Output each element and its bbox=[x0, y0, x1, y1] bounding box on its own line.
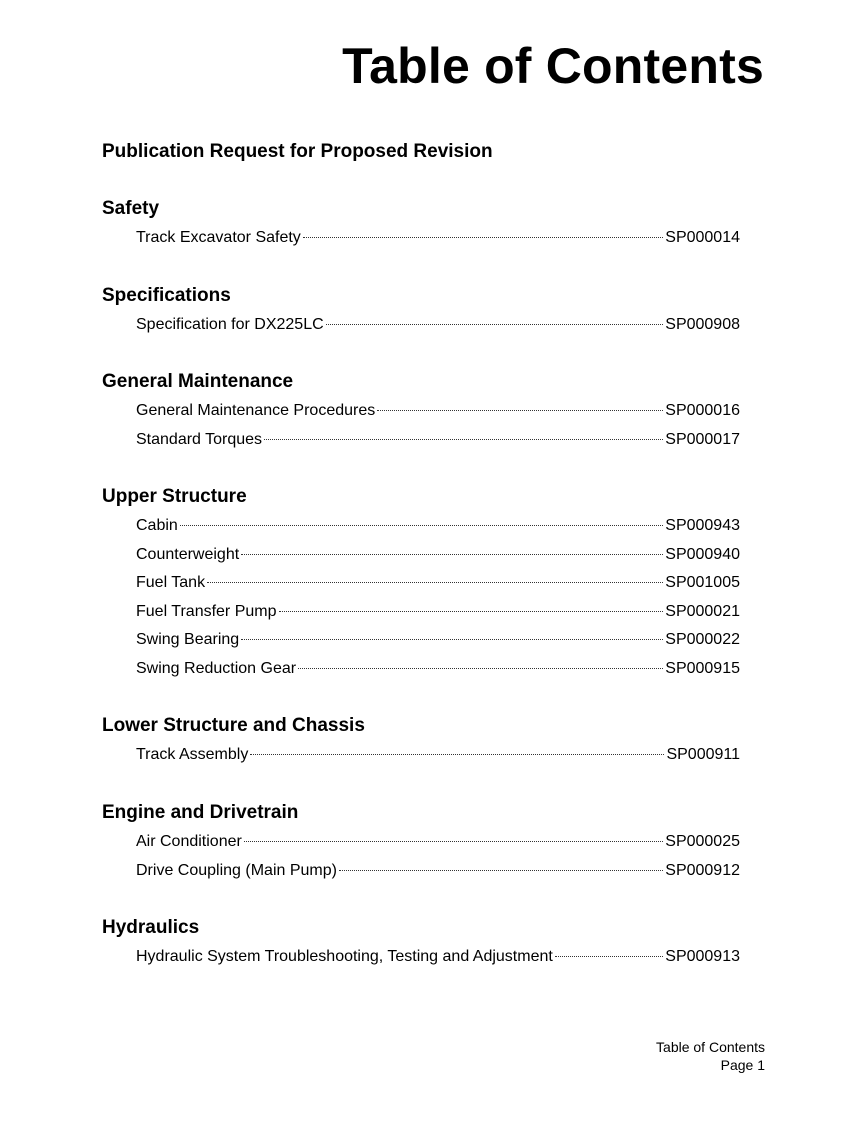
entry-title: Fuel Transfer Pump bbox=[136, 602, 277, 620]
dot-leader bbox=[339, 869, 663, 871]
toc-entry[interactable] bbox=[136, 569, 740, 598]
dot-leader bbox=[244, 840, 663, 842]
entry-code: SP000915 bbox=[665, 659, 740, 677]
toc-entry[interactable] bbox=[136, 943, 740, 972]
entry-code: SP000021 bbox=[665, 602, 740, 620]
entry-list bbox=[102, 512, 742, 683]
section-heading[interactable]: General Maintenance bbox=[102, 371, 294, 392]
entry-code: SP000017 bbox=[665, 430, 740, 448]
toc-entry[interactable] bbox=[136, 426, 740, 455]
entry-code: SP000016 bbox=[665, 402, 740, 419]
entry-list bbox=[102, 943, 742, 972]
page-title: Table of Contents bbox=[342, 38, 764, 94]
entry-title: Specification for DX225LC bbox=[136, 316, 324, 333]
toc-section-lower-structure bbox=[102, 714, 742, 801]
toc-entry[interactable] bbox=[136, 857, 740, 886]
toc-entry[interactable] bbox=[136, 224, 740, 253]
entry-code: SP000022 bbox=[665, 631, 740, 648]
footer-title: Table of Contents bbox=[656, 1039, 765, 1055]
entry-list bbox=[102, 311, 742, 340]
entry-title: Cabin bbox=[136, 517, 178, 534]
toc-entry[interactable] bbox=[136, 311, 740, 340]
section-heading[interactable]: Safety bbox=[102, 198, 160, 219]
entry-title: Fuel Tank bbox=[136, 574, 206, 591]
section-heading[interactable]: Hydraulics bbox=[102, 917, 200, 938]
dot-leader bbox=[264, 438, 663, 440]
page-number: Page 1 bbox=[720, 1057, 765, 1073]
dot-leader bbox=[555, 955, 663, 957]
dot-leader bbox=[250, 753, 664, 755]
entry-title: Track Assembly bbox=[136, 746, 249, 763]
table-of-contents bbox=[102, 140, 742, 976]
toc-section-safety bbox=[102, 197, 742, 284]
toc-entry[interactable] bbox=[136, 598, 740, 627]
entry-list bbox=[102, 828, 742, 885]
toc-entry[interactable] bbox=[136, 397, 740, 426]
entry-code: SP000912 bbox=[665, 861, 740, 879]
entry-code: SP000025 bbox=[665, 833, 740, 850]
entry-code: SP000014 bbox=[665, 229, 740, 246]
entry-code: SP000940 bbox=[665, 545, 740, 563]
entry-code: SP000943 bbox=[665, 517, 740, 534]
toc-section-engine-drivetrain bbox=[102, 801, 742, 916]
toc-section-general-maintenance bbox=[102, 370, 742, 485]
entry-code: SP001005 bbox=[665, 574, 740, 591]
toc-section-upper-structure bbox=[102, 485, 742, 714]
entry-list bbox=[102, 397, 742, 454]
dot-leader bbox=[298, 667, 663, 669]
entry-title: Track Excavator Safety bbox=[136, 229, 301, 246]
entry-title: General Maintenance Procedures bbox=[136, 402, 376, 419]
entry-list bbox=[102, 741, 742, 770]
section-heading[interactable]: Specifications bbox=[102, 285, 231, 306]
dot-leader bbox=[241, 553, 663, 555]
entry-title: Hydraulic System Troubleshooting, Testing and Adjustment bbox=[136, 948, 553, 965]
dot-leader bbox=[377, 409, 663, 411]
entry-title: Swing Reduction Gear bbox=[136, 659, 297, 677]
toc-entry[interactable] bbox=[136, 626, 740, 655]
page-footer bbox=[656, 1038, 765, 1074]
entry-code: SP000913 bbox=[665, 948, 740, 965]
entry-title: Swing Bearing bbox=[136, 631, 240, 648]
entry-title: Standard Torques bbox=[136, 430, 263, 448]
toc-entry[interactable] bbox=[136, 655, 740, 684]
section-heading[interactable]: Upper Structure bbox=[102, 486, 247, 507]
entry-code: SP000908 bbox=[665, 316, 740, 333]
toc-entry[interactable] bbox=[136, 512, 740, 541]
section-heading[interactable]: Lower Structure and Chassis bbox=[102, 715, 365, 736]
entry-code: SP000911 bbox=[666, 746, 740, 763]
toc-entry[interactable] bbox=[136, 741, 740, 770]
toc-section-hydraulics bbox=[102, 916, 742, 976]
dot-leader bbox=[241, 638, 663, 640]
dot-leader bbox=[279, 610, 664, 612]
section-heading[interactable]: Publication Request for Proposed Revision bbox=[102, 141, 493, 162]
toc-entry[interactable] bbox=[136, 541, 740, 570]
toc-section-specifications bbox=[102, 284, 742, 370]
dot-leader bbox=[180, 524, 663, 526]
entry-title: Drive Coupling (Main Pump) bbox=[136, 861, 337, 879]
dot-leader bbox=[207, 581, 663, 583]
dot-leader bbox=[326, 323, 664, 325]
section-heading[interactable]: Engine and Drivetrain bbox=[102, 802, 299, 823]
entry-list bbox=[102, 224, 742, 253]
toc-entry[interactable] bbox=[136, 828, 740, 857]
entry-title: Air Conditioner bbox=[136, 833, 242, 850]
entry-title: Counterweight bbox=[136, 545, 240, 563]
dot-leader bbox=[303, 236, 663, 238]
toc-section-publication-request bbox=[102, 140, 742, 197]
